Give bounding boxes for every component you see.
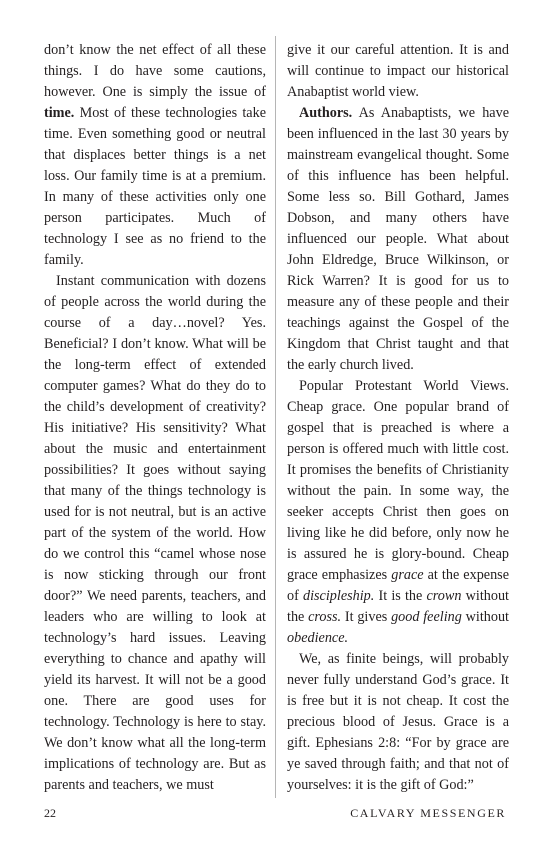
text-run: Most of these technologies take time. Even something good or neutral that displaces better things is a net loss. Our family time is at a premium. In many of these activities only one person participates. Much of technology I see as no friend to the family. (44, 105, 266, 268)
text-run: It is the (374, 588, 427, 604)
paragraph: We, as finite beings, will probably never fully understand God’s grace. It is free but it is not cheap. It cost the precious blood of Jesus. Grace is a gift. Ephesians 2:8: “For by grace are ye saved through faith; and that not of yourselves: it is the gift of God:” (287, 651, 509, 793)
paragraph (287, 103, 509, 376)
paragraph (287, 376, 509, 649)
publication-name: CALVARY MESSENGER (350, 806, 506, 820)
italic-run: crown (426, 588, 462, 604)
page-number: 22 (44, 806, 56, 820)
text-run: without the (287, 588, 509, 625)
paragraph (44, 40, 266, 271)
bold-run: time. (44, 105, 75, 121)
column-divider (275, 36, 276, 798)
text-run: It gives (341, 609, 392, 625)
text-run: without (461, 609, 509, 625)
text-run: As Anabaptists, we have been influenced in the last 30 years by mainstream evangelical thought. Some of this influence has been helpful. Some less so. Bill Gothard, James Dobson, and many others have influenced our people. What about John Eldredge, Bruce Wilkinson, or Rick Warren? It is good for us to measure any of these people and their teachings against the Gospel of the Kingdom that Christ taught and that the early church lived. (287, 105, 509, 373)
italic-run: good feeling (391, 609, 462, 625)
left-column (44, 40, 266, 796)
paragraph: Instant communication with dozens of people across the world during the course of a day…novel? Yes. Beneficial? I don’t know. What will be the long-term effect of extended computer games? What do they do to the child’s development of creativity? His initiative? His sensitivity? What about the music and entertainment possibilities? It goes without saying that many of the things technology is used for is not neutral, but is an active part of the system of the world. How do we control this “camel whose nose is now sticking through our front door?” We need parents, teachers, and leaders who are willing to look at technology’s hard issues. Leaving everything to chance and apathy will yield its harvest. It will not be a good one. There are good uses for technology. Technology is here to stay. We don’t know what all the long-term implications of technology are. But as parents and teachers, we must (44, 273, 266, 793)
italic-run: discipleship. (303, 588, 375, 604)
paragraph: give it our careful attention. It is and will continue to impact our historical Anabaptist world view. (287, 42, 509, 100)
italic-run: grace (391, 567, 424, 583)
text-run: Popular Protestant World Views. Cheap grace. One popular brand of gospel that is preached is where a person is offered much with little cost. It promises the benefits of Christianity without the pain. In some way, the seeker accepts Christ then goes on living like he did before, only now he is assured he is glory-bound. Cheap grace emphasizes (287, 378, 509, 583)
italic-run: cross. (308, 609, 342, 625)
text-run: don’t know the net effect of all these things. I do have some cautions, however. One is simply the issue of (44, 42, 266, 100)
bold-run: Authors. (299, 105, 353, 121)
right-column (287, 40, 509, 796)
italic-run: obedience. (287, 630, 349, 646)
text-run: at the expense of (287, 567, 509, 604)
